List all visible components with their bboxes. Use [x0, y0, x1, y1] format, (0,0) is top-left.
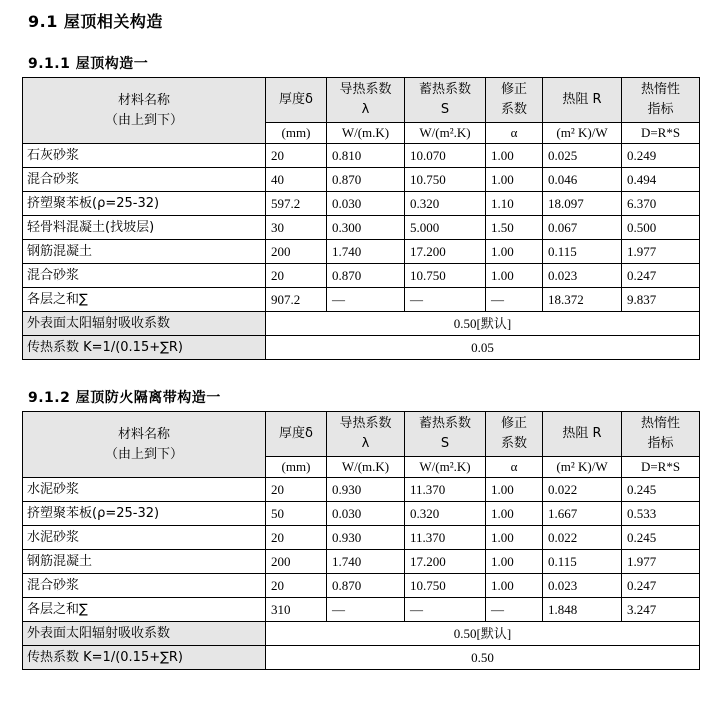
value-cell: 1.740 — [327, 240, 405, 264]
header-resistance-label: 热阻 R — [562, 92, 602, 107]
value-cell: 0.023 — [543, 264, 622, 288]
value-cell: 9.837 — [622, 288, 700, 312]
value-cell: 0.245 — [622, 526, 700, 550]
header-resistance — [543, 78, 622, 123]
value-cell: 50 — [266, 502, 327, 526]
table-1-body — [23, 78, 700, 360]
header-inertia — [622, 412, 700, 457]
material-name-cell: 水泥砂浆 — [23, 526, 266, 550]
header-storage-line1: 蓄热系数 — [418, 82, 471, 97]
header-row — [23, 78, 700, 123]
table-row — [23, 216, 700, 240]
value-cell: 20 — [266, 144, 327, 168]
header-inertia-line2: 指标 — [647, 102, 674, 117]
value-cell: 1.977 — [622, 550, 700, 574]
absorption-row-value: 0.50[默认] — [266, 312, 700, 336]
value-cell: 1.00 — [486, 144, 543, 168]
unit-cell: α — [486, 123, 543, 144]
header-material-line2: （由上到下） — [104, 112, 183, 128]
value-cell: 0.870 — [327, 168, 405, 192]
value-cell: 1.00 — [486, 264, 543, 288]
material-name-cell: 各层之和∑ — [23, 288, 266, 312]
header-conductivity — [327, 78, 405, 123]
table-row — [23, 288, 700, 312]
material-name-cell: 各层之和∑ — [23, 598, 266, 622]
header-inertia-line1: 热惰性 — [640, 416, 680, 431]
table-row — [23, 574, 700, 598]
header-conductivity — [327, 412, 405, 457]
header-storage-line2: S — [440, 436, 450, 451]
header-thickness — [266, 78, 327, 123]
value-cell: 0.247 — [622, 574, 700, 598]
header-conductivity-line1: 导热系数 — [339, 82, 392, 97]
value-cell: 0.245 — [622, 478, 700, 502]
value-cell: 0.300 — [327, 216, 405, 240]
value-cell: 0.494 — [622, 168, 700, 192]
value-cell: 18.097 — [543, 192, 622, 216]
header-inertia-line1: 热惰性 — [640, 82, 680, 97]
material-name-cell: 钢筋混凝土 — [23, 240, 266, 264]
value-cell: 20 — [266, 264, 327, 288]
k-value-row-label: 传热系数 K=1/(0.15+∑R) — [23, 336, 266, 360]
absorption-row — [23, 312, 700, 336]
value-cell: 1.00 — [486, 502, 543, 526]
value-cell: — — [405, 598, 486, 622]
value-cell: 1.667 — [543, 502, 622, 526]
value-cell: 17.200 — [405, 240, 486, 264]
value-cell: 20 — [266, 526, 327, 550]
value-cell: 30 — [266, 216, 327, 240]
unit-cell: (m² K)/W — [543, 123, 622, 144]
header-correction — [486, 78, 543, 123]
unit-cell: (mm) — [266, 123, 327, 144]
value-cell: 0.022 — [543, 478, 622, 502]
value-cell: 1.00 — [486, 240, 543, 264]
value-cell: 0.500 — [622, 216, 700, 240]
value-cell: 11.370 — [405, 526, 486, 550]
table-1-title: 9.1.1 屋顶构造一 — [28, 56, 149, 72]
value-cell: 0.022 — [543, 526, 622, 550]
value-cell: 3.247 — [622, 598, 700, 622]
table-2-title: 9.1.2 屋顶防火隔离带构造一 — [28, 390, 221, 406]
value-cell: 1.00 — [486, 478, 543, 502]
value-cell: 0.930 — [327, 526, 405, 550]
unit-cell: (m² K)/W — [543, 457, 622, 478]
value-cell: — — [327, 288, 405, 312]
material-name-cell: 挤塑聚苯板(ρ=25-32) — [23, 192, 266, 216]
value-cell: 0.247 — [622, 264, 700, 288]
material-name-cell: 钢筋混凝土 — [23, 550, 266, 574]
table-row — [23, 144, 700, 168]
value-cell: 1.977 — [622, 240, 700, 264]
table-2-body — [23, 412, 700, 670]
header-row — [23, 412, 700, 457]
header-material — [23, 78, 266, 144]
absorption-row-label: 外表面太阳辐射吸收系数 — [23, 622, 266, 646]
value-cell: 0.046 — [543, 168, 622, 192]
k-value-row-value: 0.05 — [266, 336, 700, 360]
k-value-row — [23, 646, 700, 670]
header-inertia — [622, 78, 700, 123]
value-cell: 1.00 — [486, 574, 543, 598]
value-cell: 310 — [266, 598, 327, 622]
value-cell: 10.750 — [405, 574, 486, 598]
header-material — [23, 412, 266, 478]
absorption-row — [23, 622, 700, 646]
unit-cell: W/(m.K) — [327, 457, 405, 478]
value-cell: 1.740 — [327, 550, 405, 574]
value-cell: 200 — [266, 550, 327, 574]
table-row — [23, 478, 700, 502]
value-cell: 18.372 — [543, 288, 622, 312]
value-cell: 200 — [266, 240, 327, 264]
header-correction-line2: 系数 — [500, 102, 527, 117]
header-material-line1: 材料名称 — [117, 426, 170, 442]
value-cell: 0.533 — [622, 502, 700, 526]
value-cell: 0.030 — [327, 192, 405, 216]
material-name-cell: 轻骨料混凝土(找坡层) — [23, 216, 266, 240]
value-cell: 0.249 — [622, 144, 700, 168]
material-name-cell: 混合砂浆 — [23, 168, 266, 192]
table-row — [23, 550, 700, 574]
header-storage-line1: 蓄热系数 — [418, 416, 471, 431]
unit-cell: D=R*S — [622, 457, 700, 478]
material-name-cell: 挤塑聚苯板(ρ=25-32) — [23, 502, 266, 526]
value-cell: 40 — [266, 168, 327, 192]
header-storage — [405, 78, 486, 123]
section-title: 9.1 屋顶相关构造 — [28, 12, 163, 31]
header-conductivity-line1: 导热系数 — [339, 416, 392, 431]
value-cell: 0.030 — [327, 502, 405, 526]
table-row — [23, 192, 700, 216]
value-cell: 0.870 — [327, 264, 405, 288]
roof-construction-table-2 — [22, 411, 700, 670]
value-cell: 0.115 — [543, 550, 622, 574]
value-cell: 0.115 — [543, 240, 622, 264]
table-row — [23, 240, 700, 264]
value-cell: 20 — [266, 478, 327, 502]
header-inertia-line2: 指标 — [647, 436, 674, 451]
header-conductivity-line2: λ — [361, 102, 370, 117]
value-cell: 0.930 — [327, 478, 405, 502]
header-resistance — [543, 412, 622, 457]
value-cell: 907.2 — [266, 288, 327, 312]
value-cell: 0.023 — [543, 574, 622, 598]
table-row — [23, 598, 700, 622]
value-cell: — — [327, 598, 405, 622]
header-material-line2: （由上到下） — [104, 446, 183, 462]
value-cell: 5.000 — [405, 216, 486, 240]
material-name-cell: 混合砂浆 — [23, 574, 266, 598]
header-storage-line2: S — [440, 102, 450, 117]
absorption-row-label: 外表面太阳辐射吸收系数 — [23, 312, 266, 336]
value-cell: 10.750 — [405, 264, 486, 288]
value-cell: 1.00 — [486, 168, 543, 192]
value-cell: 10.070 — [405, 144, 486, 168]
table-row — [23, 168, 700, 192]
table-row — [23, 526, 700, 550]
header-storage — [405, 412, 486, 457]
unit-cell: W/(m².K) — [405, 123, 486, 144]
value-cell: 17.200 — [405, 550, 486, 574]
value-cell: 1.848 — [543, 598, 622, 622]
value-cell: 11.370 — [405, 478, 486, 502]
material-name-cell: 水泥砂浆 — [23, 478, 266, 502]
value-cell: 1.00 — [486, 526, 543, 550]
value-cell: — — [405, 288, 486, 312]
table-row — [23, 264, 700, 288]
material-name-cell: 混合砂浆 — [23, 264, 266, 288]
value-cell: 0.320 — [405, 502, 486, 526]
header-thickness — [266, 412, 327, 457]
value-cell: 1.00 — [486, 550, 543, 574]
absorption-row-value: 0.50[默认] — [266, 622, 700, 646]
header-correction-line1: 修正 — [500, 416, 527, 431]
header-correction — [486, 412, 543, 457]
unit-cell: α — [486, 457, 543, 478]
value-cell: 6.370 — [622, 192, 700, 216]
k-value-row-label: 传热系数 K=1/(0.15+∑R) — [23, 646, 266, 670]
k-value-row-value: 0.50 — [266, 646, 700, 670]
value-cell: 10.750 — [405, 168, 486, 192]
value-cell: 0.870 — [327, 574, 405, 598]
unit-cell: D=R*S — [622, 123, 700, 144]
header-resistance-label: 热阻 R — [562, 426, 602, 441]
value-cell: — — [486, 288, 543, 312]
value-cell: — — [486, 598, 543, 622]
table-row — [23, 502, 700, 526]
header-material-line1: 材料名称 — [117, 92, 170, 108]
header-thickness-label: 厚度δ — [279, 426, 313, 441]
roof-construction-table-1 — [22, 77, 700, 360]
header-correction-line1: 修正 — [500, 82, 527, 97]
unit-cell: W/(m².K) — [405, 457, 486, 478]
header-thickness-label: 厚度δ — [279, 92, 313, 107]
value-cell: 0.320 — [405, 192, 486, 216]
value-cell: 1.10 — [486, 192, 543, 216]
value-cell: 1.50 — [486, 216, 543, 240]
header-conductivity-line2: λ — [361, 436, 370, 451]
value-cell: 0.810 — [327, 144, 405, 168]
k-value-row — [23, 336, 700, 360]
value-cell: 0.025 — [543, 144, 622, 168]
material-name-cell: 石灰砂浆 — [23, 144, 266, 168]
header-correction-line2: 系数 — [500, 436, 527, 451]
unit-cell: (mm) — [266, 457, 327, 478]
value-cell: 597.2 — [266, 192, 327, 216]
value-cell: 20 — [266, 574, 327, 598]
value-cell: 0.067 — [543, 216, 622, 240]
unit-cell: W/(m.K) — [327, 123, 405, 144]
